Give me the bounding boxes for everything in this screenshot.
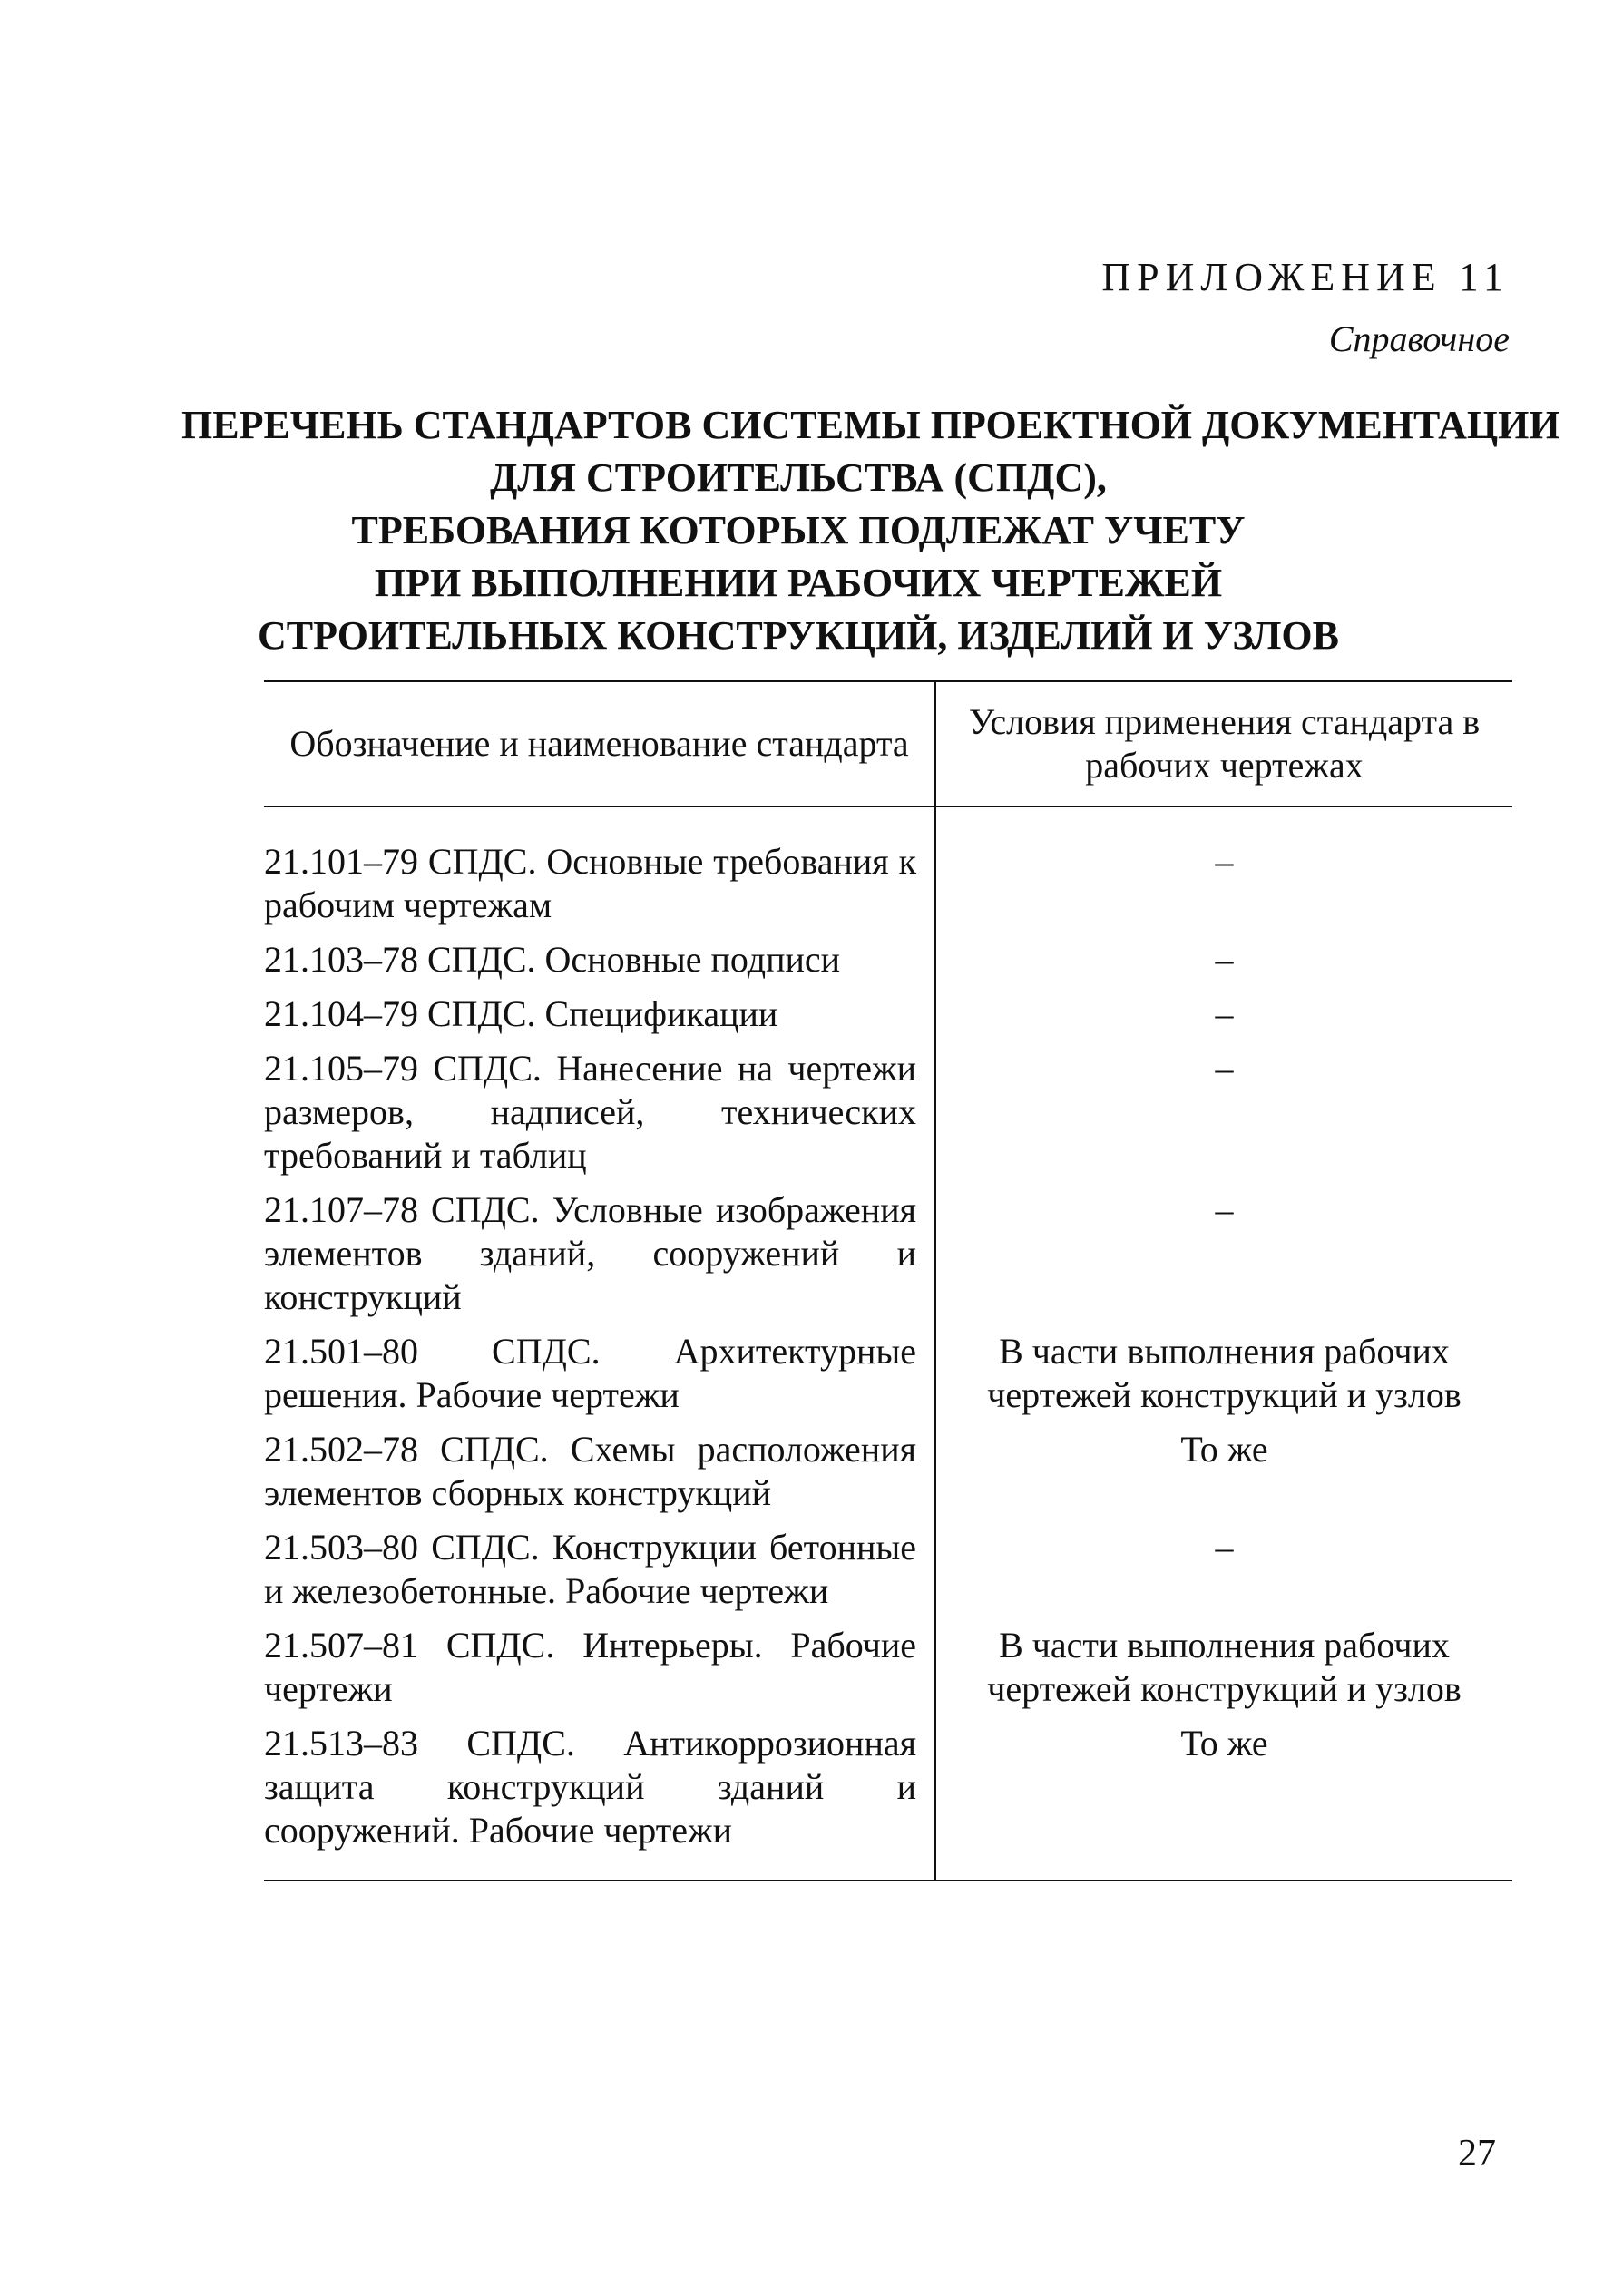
condition-cell: В части выполнения рабочих чертежей конструкций и узлов xyxy=(987,1625,1462,1709)
standard-cell: 21.104–79 СПДС. Спецификации xyxy=(264,987,935,1041)
table-row xyxy=(264,806,1512,933)
table-row xyxy=(264,1041,1512,1183)
standards-table xyxy=(264,680,1512,1881)
column-header-conditions: Условия применения стандарта в рабочих чертежах xyxy=(935,681,1512,806)
table-header-row xyxy=(264,681,1512,806)
condition-cell: – xyxy=(1215,1048,1234,1089)
standard-cell: 21.507–81 СПДС. Интерьеры. Рабочие чертежи xyxy=(264,1618,935,1716)
title-line: СТРОИТЕЛЬНЫХ КОНСТРУКЦИЙ, ИЗДЕЛИЙ И УЗЛОВ xyxy=(257,613,1340,658)
page-number: 27 xyxy=(1458,2133,1496,2174)
standard-cell: 21.501–80 СПДС. Архитектурные решения. Рабочие чертежи xyxy=(264,1324,935,1422)
standard-cell: 21.503–80 СПДС. Конструкции бетонные и железобетонные. Рабочие чертежи xyxy=(264,1520,935,1618)
standard-cell: 21.513–83 СПДС. Антикоррозионная защита конструкций зданий и сооружений. Рабочие чертежи xyxy=(264,1716,935,1881)
standard-cell: 21.105–79 СПДС. Нанесение на чертежи размеров, надписей, технических требований и таблиц xyxy=(264,1041,935,1183)
standard-cell: 21.107–78 СПДС. Условные изображения элементов зданий, сооружений и конструкций xyxy=(264,1183,935,1324)
title-line: ПРИ ВЫПОЛНЕНИИ РАБОЧИХ ЧЕРТЕЖЕЙ xyxy=(374,561,1223,605)
condition-cell: – xyxy=(1215,993,1234,1034)
appendix-type: Справочное xyxy=(1328,318,1510,359)
standard-cell: 21.101–79 СПДС. Основные требования к рабочим чертежам xyxy=(264,806,935,933)
table-row xyxy=(264,933,1512,987)
document-title xyxy=(181,399,1560,662)
standard-cell: 21.103–78 СПДС. Основные подписи xyxy=(264,933,935,987)
table-row xyxy=(264,987,1512,1041)
condition-cell: То же xyxy=(1180,1429,1268,1470)
condition-cell: – xyxy=(1215,841,1234,882)
title-line: ДЛЯ СТРОИТЕЛЬСТВА (СПДС), xyxy=(490,455,1107,500)
table-row xyxy=(264,1422,1512,1520)
table-row xyxy=(264,1618,1512,1716)
condition-cell: То же xyxy=(935,1716,1512,1881)
standard-cell: 21.502–78 СПДС. Схемы расположения элементов сборных конструкций xyxy=(264,1422,935,1520)
condition-cell: – xyxy=(1215,1189,1234,1230)
appendix-label: ПРИЛОЖЕНИЕ 11 xyxy=(1101,255,1510,299)
title-line: ТРЕБОВАНИЯ КОТОРЫХ ПОДЛЕЖАТ УЧЕТУ xyxy=(351,508,1246,552)
column-header-standard: Обозначение и наименование стандарта xyxy=(264,681,935,806)
title-line: ПЕРЕЧЕНЬ СТАНДАРТОВ СИСТЕМЫ ПРОЕКТНОЙ ДОКУМЕНТАЦИИ xyxy=(181,403,1560,447)
table-row xyxy=(264,1324,1512,1422)
table-row xyxy=(264,1716,1512,1881)
condition-cell: В части выполнения рабочих чертежей конструкций и узлов xyxy=(987,1331,1462,1415)
table-row xyxy=(264,1183,1512,1324)
condition-cell: – xyxy=(1215,1527,1234,1568)
condition-cell: – xyxy=(1215,939,1234,980)
table-row xyxy=(264,1520,1512,1618)
